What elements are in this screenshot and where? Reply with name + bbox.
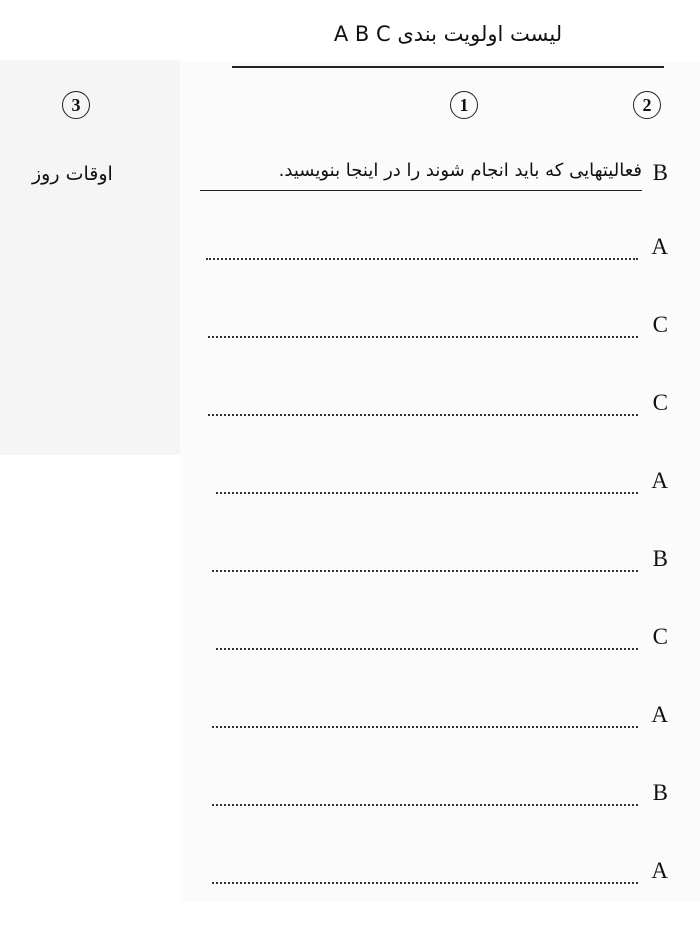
task-entry-line[interactable] [212, 726, 638, 728]
page-title: لیست اولویت بندی A B C [333, 22, 563, 46]
priority-letter: C [652, 312, 668, 337]
task-row [212, 858, 668, 888]
task-row [212, 702, 668, 732]
priority-letter: B [652, 160, 668, 185]
task-entry-line[interactable] [216, 492, 638, 494]
priority-letter: C [652, 390, 668, 415]
task-entry-line[interactable] [212, 804, 638, 806]
task-row [212, 780, 668, 810]
task-row [216, 624, 668, 654]
time-of-day-label: اوقات روز [32, 163, 113, 185]
column-number-3: 3 [62, 91, 90, 119]
priority-letter: B [652, 780, 668, 805]
priority-letter: C [652, 624, 668, 649]
task-entry-line[interactable] [208, 336, 638, 338]
paper-shading-left [0, 60, 180, 455]
priority-letter: B [652, 546, 668, 571]
task-entry-line[interactable] [208, 414, 638, 416]
priority-letter: A [651, 468, 668, 493]
title-underline [232, 66, 664, 68]
task-entry-line[interactable] [212, 882, 638, 884]
task-row [206, 234, 668, 264]
column-number-2: 2 [633, 91, 661, 119]
priority-letter: A [651, 234, 668, 259]
instruction-row [200, 156, 668, 196]
instruction-text: فعالیتهایی که باید انجام شوند را در اینجا بنویسید. [278, 160, 642, 181]
column-number-1: 1 [450, 91, 478, 119]
task-row [216, 468, 668, 498]
task-row [208, 390, 668, 420]
priority-letter: A [651, 702, 668, 727]
task-row [212, 546, 668, 576]
task-entry-line[interactable] [216, 648, 638, 650]
instruction-underline [200, 190, 642, 191]
priority-letter: A [651, 858, 668, 883]
task-row [208, 312, 668, 342]
task-entry-line[interactable] [212, 570, 638, 572]
task-entry-line[interactable] [206, 258, 638, 260]
